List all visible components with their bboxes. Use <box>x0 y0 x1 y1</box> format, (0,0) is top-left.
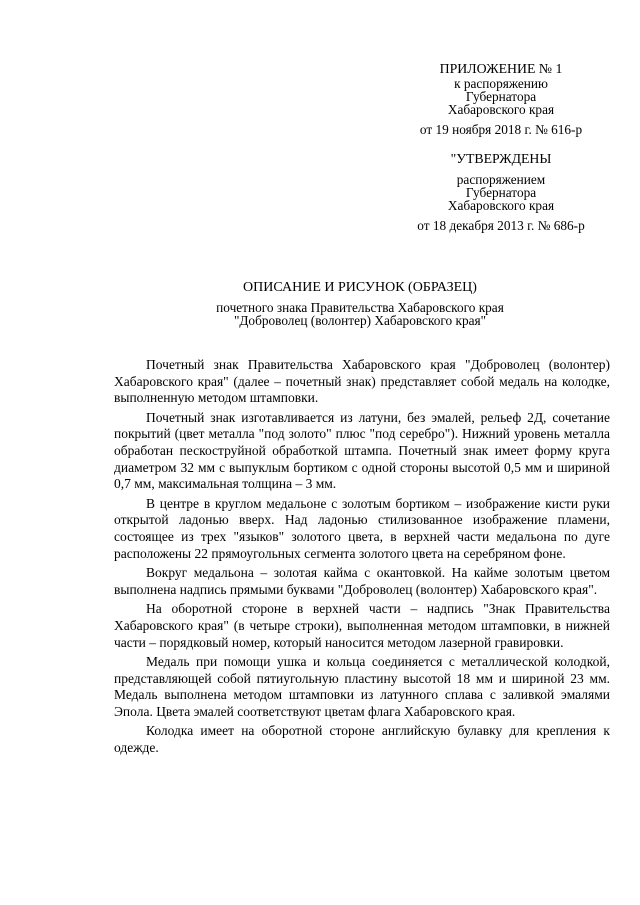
paragraph-3: В центре в круглом медальоне с золотым бортиком – изображение кисти руки открытой ладонью вверх. Над ладонью стилизованное изображение пламени, состоящее из трех "языков" золотого цвета, в верхней части медальона по дуге расположены 22 прямоугольных сегмента золотого цвета на серебряном фоне. <box>114 495 610 561</box>
document-subtitle-2: "Доброволец (волонтер) Хабаровского края" <box>233 313 487 328</box>
appendix-line-3: Хабаровского края <box>447 102 555 117</box>
appendix-date: от 19 ноября 2018 г. № 616-р <box>419 122 583 137</box>
appendix-line-1: к распоряжению <box>454 76 548 91</box>
paragraph-6: Медаль при помощи ушка и кольца соединяется с металлической колодкой, представляющей собой пятиугольную пластину высотой 18 мм и шириной 23 мм. Медаль выполнена методом штамповки из латунного сплава с заливкой эмалями Эпола. Цвета эмалей соответствуют цветам флага Хабаровского края. <box>114 654 610 719</box>
appendix-heading: ПРИЛОЖЕНИЕ № 1 <box>439 61 563 76</box>
document-title-block <box>100 281 620 327</box>
paragraph-2: Почетный знак изготавливается из латуни, без эмалей, рельеф 2Д, сочетание покрытий (цвет металла "под золото" плюс "под серебро"). Нижний уровень металла обработан пескоструйной обработкой штампа. Почетный знак имеет форму круга диаметром 32 мм с выпуклым бортиком с одной стороны высотой 0,5 мм и шириной 0,7 мм, максимальная толщина – 3 мм. <box>114 409 610 492</box>
approved-line-3: Хабаровского края <box>447 198 555 213</box>
appendix-line-2: Губернатора <box>465 89 537 104</box>
document-body <box>114 357 610 760</box>
paragraph-1: Почетный знак Правительства Хабаровского края "Доброволец (волонтер) Хабаровского края" (далее – почетный знак) представляет собой медаль на колодке, выполненную методом штамповки. <box>114 357 610 406</box>
paragraph-4: Вокруг медальона – золотая кайма с окантовкой. На кайме золотым цветом выполнена надпись прямыми буквами "Доброволец (волонтер) Хабаровского края". <box>114 565 610 597</box>
approved-line-2: Губернатора <box>465 185 537 200</box>
approved-date: от 18 декабря 2013 г. № 686-р <box>417 218 585 233</box>
paragraph-7: Колодка имеет на оборотной стороне английскую булавку для крепления к одежде. <box>114 723 610 756</box>
approved-block <box>390 152 612 232</box>
appendix-approval-block <box>390 62 612 136</box>
approved-heading: "УТВЕРЖДЕНЫ <box>450 151 552 166</box>
document-title: ОПИСАНИЕ И РИСУНОК (ОБРАЗЕЦ) <box>243 280 477 295</box>
paragraph-5: На оборотной стороне в верхней части – надпись "Знак Правительства Хабаровского края" (в четыре строки), выполненная методом штамповки, в нижней части – порядковый номер, который наносится методом лазерной гравировки. <box>114 601 610 650</box>
approved-line-1: распоряжением <box>456 172 546 187</box>
document-subtitle-1: почетного знака Правительства Хабаровского края <box>216 300 504 315</box>
